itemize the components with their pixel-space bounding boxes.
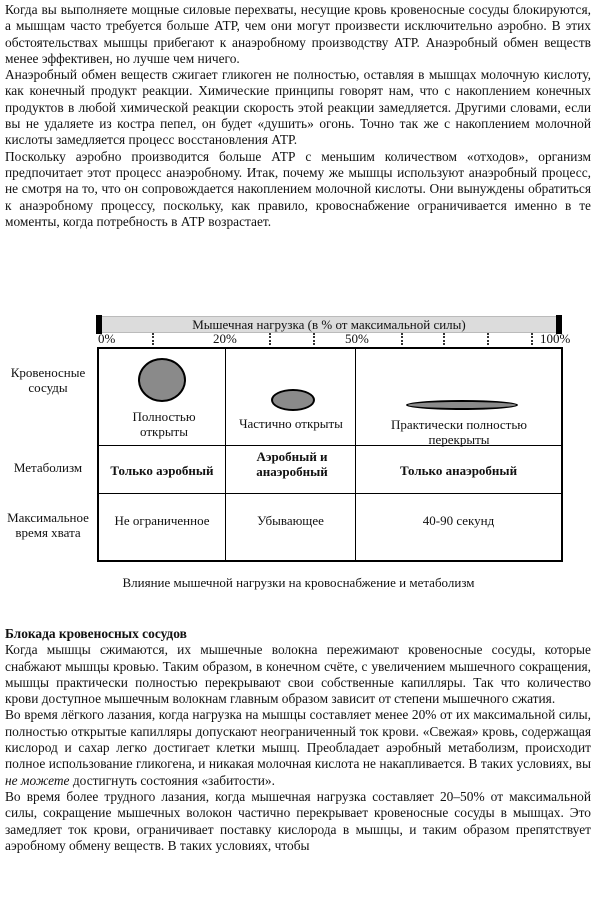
scale-title: Мышечная нагрузка (в % от максимальной силы) bbox=[192, 317, 466, 332]
vessels-closed-label: Практически полностью перекрыты bbox=[390, 417, 527, 447]
paragraph-text: Во время лёгкого лазания, когда нагрузка на мышцы составляет менее 20% от их максимальной силы, полностью открытые капилляры допускают неограниченный ток крови. «Свежая» кровь, содержащая кислород и сахар легко достигает клетки мышц. Преобладает аэробный метаболизм, происходит полное использование гликогена, и никакая молочная кислота не накапливается. В таких условиях, вы bbox=[5, 707, 591, 772]
column-divider bbox=[225, 349, 226, 560]
paragraph: Во время более трудного лазания, когда мышечная нагрузка составляет 20–50% от максимальной силы, сокращение мышечных волокон частично перекрывает кровеносные сосуды в мышцах. Это замедляет ток крови, ограничивает поставку кислорода в мышцы, и таким образом препятствует аэробному обмену веществ. В таких условиях, чтобы bbox=[5, 788, 591, 853]
section-text bbox=[5, 626, 591, 854]
load-table bbox=[97, 347, 563, 562]
paragraph: Поскольку аэробно производится больше АТР с меньшим количеством «отходов», организм предпочитает этот процесс анаэробному. Итак, почему же мышцы используют анаэробный процесс, не смотря на то, что он сопровождается накоплением молочной кислоты. Они вынуждены обратиться к анаэробному процессу, поскольку, как правило, кровоснабжение ограничивается именно в те моменты, когда потребность в АТР возрастает. bbox=[5, 148, 591, 229]
paragraph: Анаэробный обмен веществ сжигает гликоген не полностью, оставляя в мышцах молочную кислоту, как конечный продукт реакции. Химические принципы говорят нам, что с накоплением конечных продуктов в любой химической реакции скорость этой реакции замедляется. Другими словами, если вы не удаляете из костра пепел, он будет «душить» огонь. Точно так же с накоплением молочной кислоты замедляется процесс восстановления АТР. bbox=[5, 67, 591, 148]
row-label-grip-time: Максимальное время хвата bbox=[7, 510, 89, 540]
emphasis-text: не можете bbox=[5, 772, 70, 788]
tick-mark bbox=[269, 333, 271, 345]
metabolism-aerobic: Только аэробный bbox=[110, 463, 214, 478]
tick-mark bbox=[487, 333, 489, 345]
row-divider bbox=[99, 493, 561, 494]
vessel-closed-shape bbox=[406, 400, 518, 410]
grip-time-seconds: 40-90 секунд bbox=[422, 513, 495, 528]
row-label-vessels: Кровеносные сосуды bbox=[10, 365, 86, 395]
tick-mark bbox=[152, 333, 154, 345]
tick-mark bbox=[531, 333, 533, 345]
metabolism-mixed: Аэробный и анаэробный bbox=[256, 449, 328, 479]
paragraph-text: достигнуть состояния «забитости». bbox=[69, 772, 275, 788]
tick-mark bbox=[401, 333, 403, 345]
figure-caption: Влияние мышечной нагрузки на кровоснабжение и метаболизм bbox=[122, 575, 475, 590]
tick-mark bbox=[443, 333, 445, 345]
tick-label-0: 0% bbox=[98, 331, 116, 346]
tick-label-50: 50% bbox=[345, 331, 369, 346]
paragraph: Когда мышцы сжимаются, их мышечные волокна пережимают кровеносные сосуды, которые снабжают мышцы кровью. Таким образом, в конечном счёте, с увеличением мышечного сокращения, мышцы практически полностью перекрывают свои собственные капилляры. Так что количество крови доступное мышечным волокнам главным образом зависит от степени мышечного сжатия. bbox=[5, 642, 591, 707]
vessels-open-label: Полностью открыты bbox=[132, 409, 196, 439]
load-scale-bar bbox=[97, 316, 561, 333]
column-divider bbox=[355, 349, 356, 560]
tick-mark bbox=[313, 333, 315, 345]
vessels-partial-label: Частично открыты bbox=[239, 416, 343, 431]
vessel-open-shape bbox=[138, 358, 186, 402]
paragraph bbox=[5, 707, 591, 788]
row-label-metabolism: Метаболизм bbox=[13, 460, 83, 475]
grip-time-unlimited: Не ограниченное bbox=[114, 513, 210, 528]
muscle-load-figure bbox=[0, 312, 597, 602]
paragraph: Когда вы выполняете мощные силовые перехваты, несущие кровь кровеносные сосуды блокируются, а мышцам часто требуется больше АТР, чем они могут произвести исключительно аэробно. В этих обстоятельствах мышцы прибегают к анаэробному производству АТР. Анаэробный обмен веществ менее эффективен, но лучше чем ничего. bbox=[5, 2, 591, 66]
vessel-partial-shape bbox=[271, 389, 315, 411]
intro-text bbox=[5, 2, 591, 230]
section-title: Блокада кровеносных сосудов bbox=[5, 626, 187, 641]
metabolism-anaerobic: Только анаэробный bbox=[399, 463, 518, 478]
tick-label-100: 100% bbox=[540, 331, 571, 346]
tick-label-20: 20% bbox=[213, 331, 237, 346]
grip-time-decreasing: Убывающее bbox=[257, 513, 324, 528]
